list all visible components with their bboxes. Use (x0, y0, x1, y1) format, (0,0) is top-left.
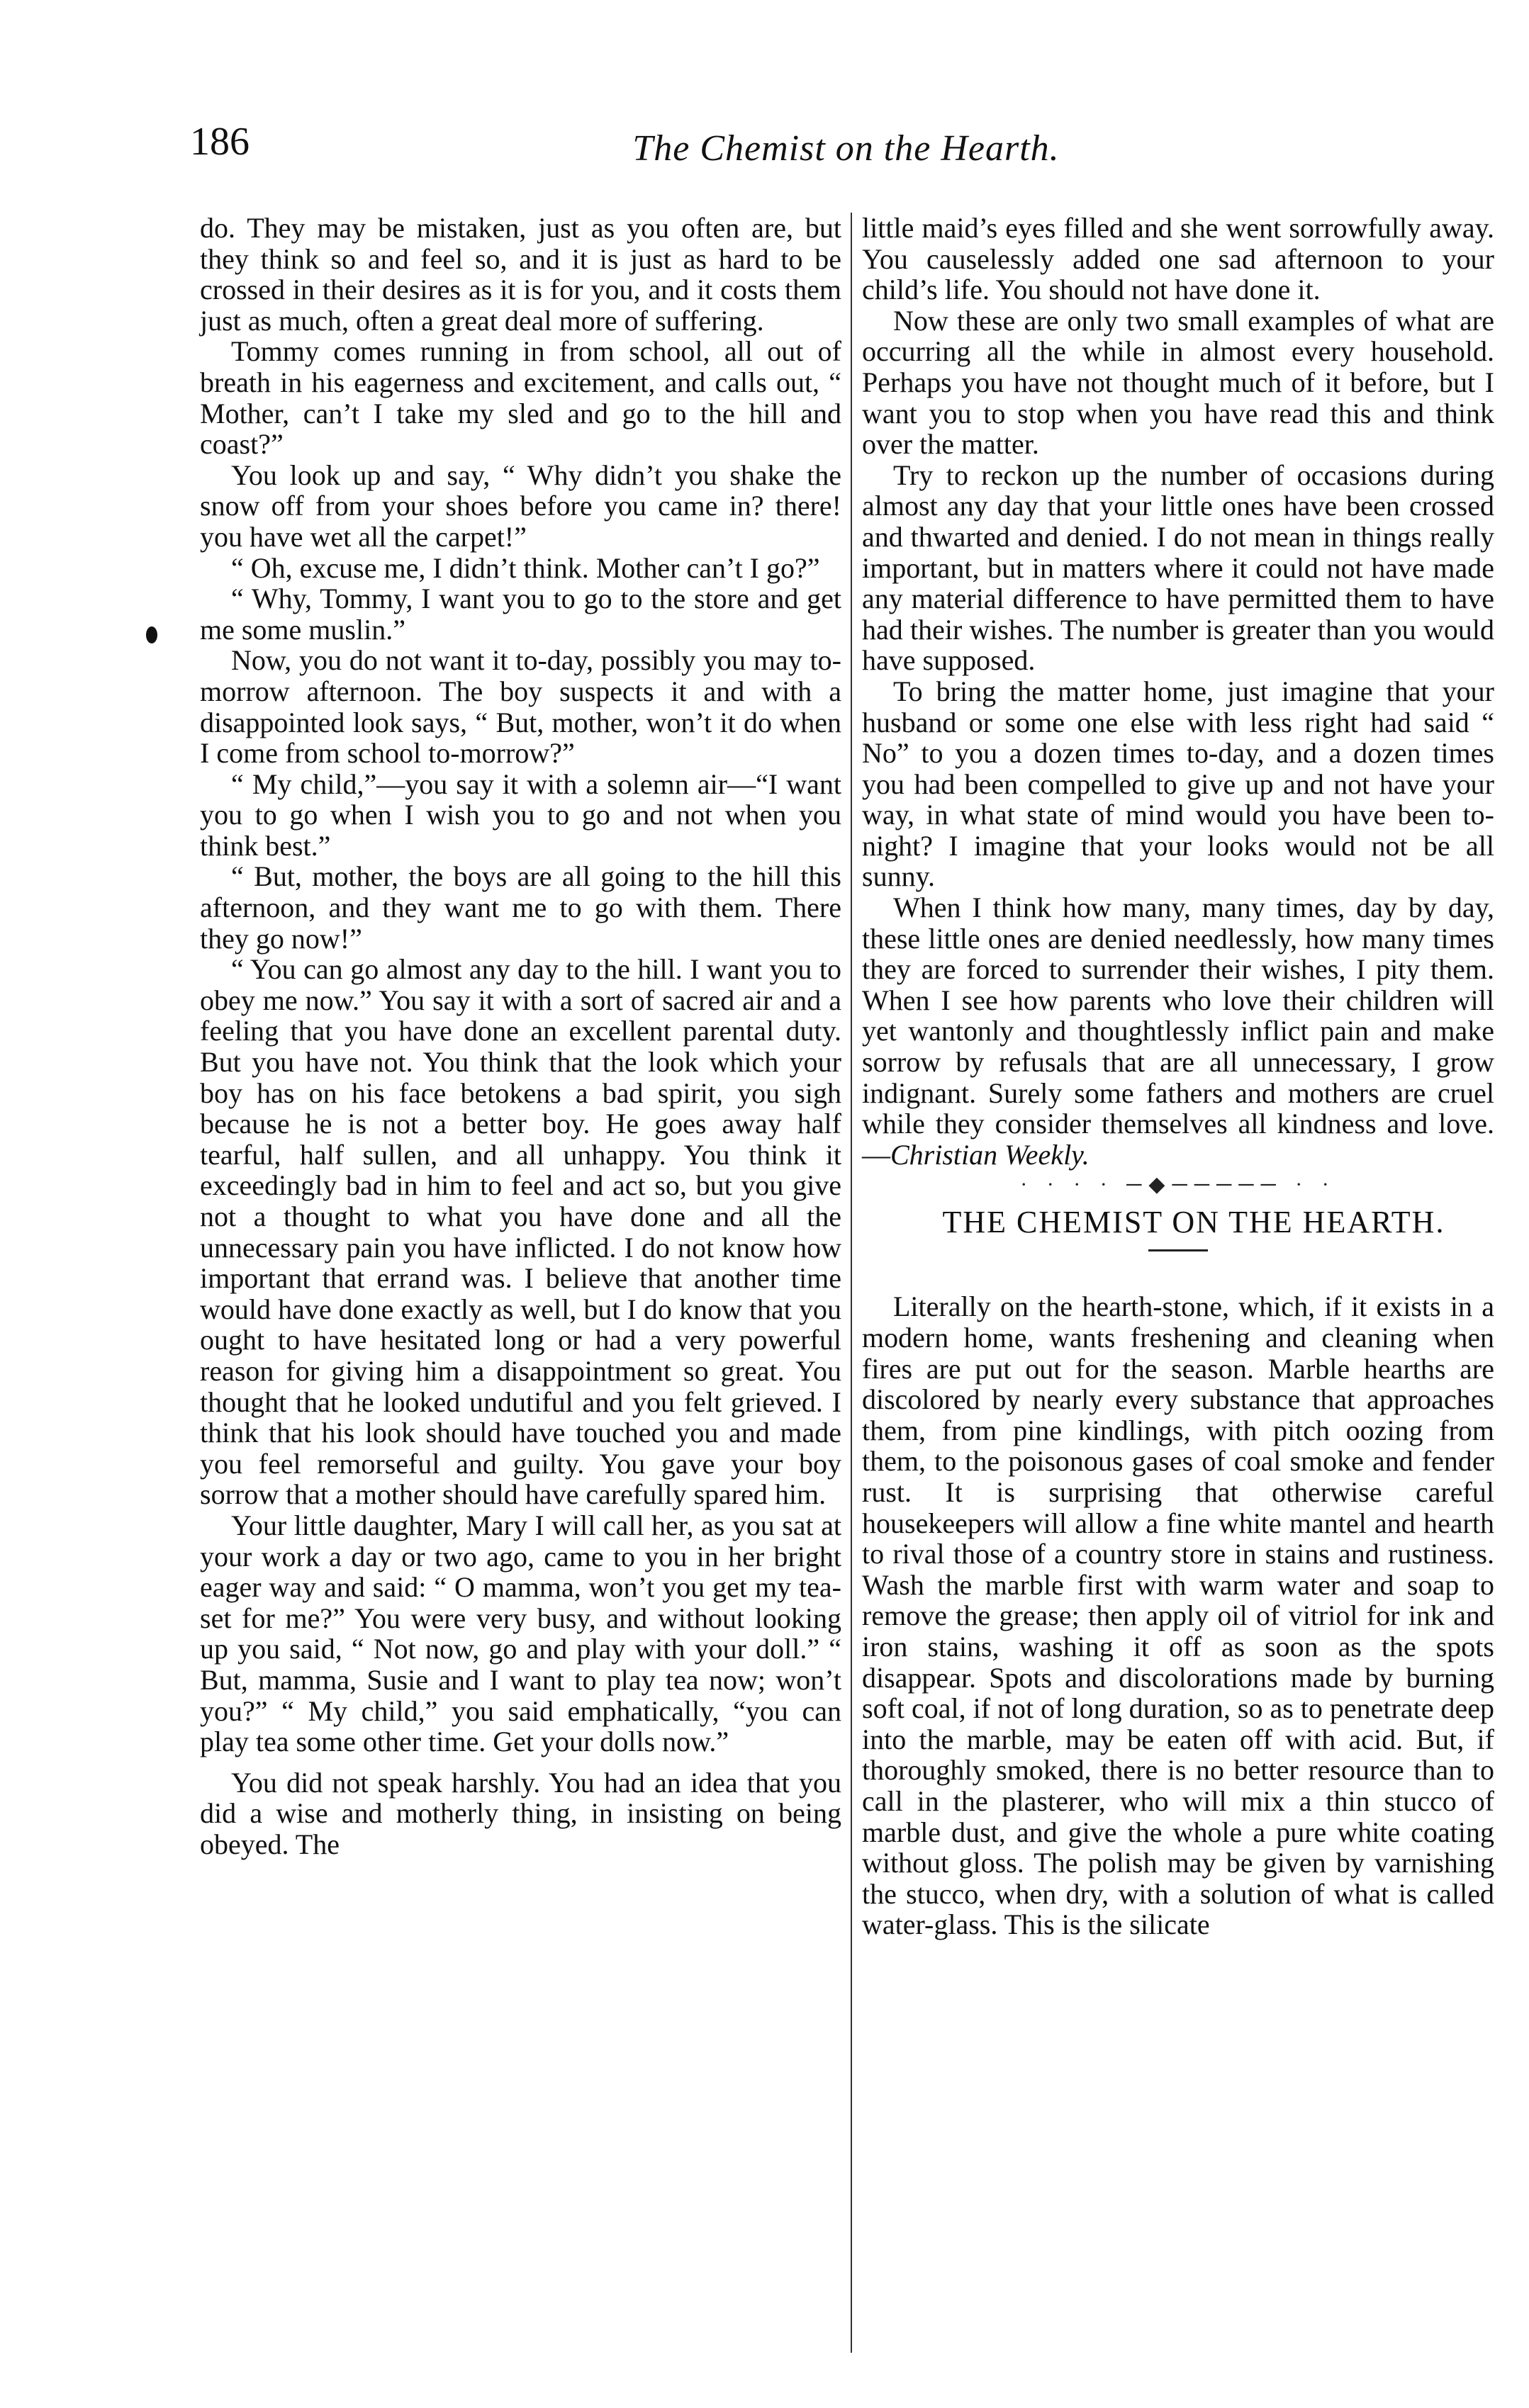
paragraph: “ Oh, excuse me, I didn’t think. Mother can’t I go?” (231, 551, 820, 584)
page-number: 186 (190, 120, 250, 164)
paragraph: “ You can go almost any day to the hill. I want you to obey me now.” You say it with a sort of sacred air and a feeling that you have done an excellent parental duty. But you have not. You think that the look which your boy has on his face betokens a bad spirit, you sigh because he is not a better boy. He goes away half tearful, half sullen, and all unhappy. You think it exceedingly bad in him to feel and act so, but you give not a thought to what you have done and all the unnecessary pain you have inflicted. I do not know how important that errand was. I believe that another time would have done exactly as well, but I do know that you ought to have hesitated long or had a very powerful reason for giving him a disappointment so great. You thought that he looked undutiful and you felt grieved. I think that his look should have touched you and made you feel remorseful and guilty. You gave your boy sorrow that a mother should have carefully spared him. (200, 953, 841, 1511)
source-attribution: Christian Weekly. (890, 1138, 1090, 1171)
title-rule (1148, 1249, 1208, 1251)
paragraph: Try to reckon up the number of occasions during almost any day that your little ones have been crossed and thwarted and denied. I do not mean in things really important, but in matters where it could not have made any material difference to have permitted them to have had their wishes. The number is greater than you would have supposed. (862, 458, 1494, 677)
right-column (862, 213, 1494, 1940)
paragraph: “ My child,”—you say it with a solemn air—“I want you to go when I wish you to go and not when you think best.” (200, 767, 841, 862)
left-column (200, 213, 841, 1860)
paragraph-continuation: little maid’s eyes filled and she went sorrowfully away. You causelessly added one sad afternoon to your child’s life. You should not have done it. (862, 212, 1494, 306)
column-divider (851, 213, 852, 2353)
paragraph: “ But, mother, the boys are all going to the hill this afternoon, and they want me to go with them. There they go now!” (200, 860, 841, 955)
paragraph (862, 892, 1494, 1170)
paragraph-text: When I think how many, many times, day by day, these little ones are denied needlessly, how many times they are forced to surrender their wishes, I pity them. When I see how parents who love their children will yet wantonly and thoughtlessly inflict pain and make sorrow by refusals that are all unnecessary, I grow indignant. Surely some fathers and mothers are cruel while they consider themselves all kindness and love.— (862, 891, 1494, 1171)
paragraph: “ Why, Tommy, I want you to go to the store and get me some muslin.” (200, 583, 841, 646)
section-title: THE CHEMIST ON THE HEARTH. (942, 1205, 1445, 1240)
paragraph: Tommy comes running in from school, all out of breath in his eagerness and excitement, and calls out, “ Mother, can’t I take my sled and go to the hill and coast?” (200, 335, 841, 461)
paragraph: do. They may be mistaken, just as you often are, but they think so and feel so, and it is just as hard to be crossed in their desires as it is for you, and it costs them just as much, often a great deal more of suffering. (200, 212, 841, 337)
paragraph: Literally on the hearth-stone, which, if it exists in a modern home, wants freshening and cleaning when fires are put out for the season. Marble hearths are discolored by nearly every substance that approaches them, from pine kindlings, with pitch oozing from them, to the poisonous gases of coal smoke and fender rust. It is surprising that otherwise careful housekeepers will allow a fine white mantel and hearth to rival those of a country store in stains and rustiness. Wash the marble first with warm water and soap to remove the grease; then apply oil of vitriol for ink and iron stains, washing it off as soon as the spots disappear. Spots and discolorations made by burning soft coal, if not of long duration, so as to penetrate deep into the marble, may be eaten off with acid. But, if thoroughly smoked, there is no better resource than to call in the plasterer, who will mix a thin stucco of marble dust, and give the whole a pure white coating without gloss. The polish may be given by varnishing the stucco, when dry, with a solution of what is called water-glass. This is the silicate (862, 1290, 1494, 1941)
paragraph: Now, you do not want it to-day, possibly you may to-morrow afternoon. The boy suspects it and with a disappointed look says, “ But, mother, won’t it do when I come from school to-morrow?” (200, 644, 841, 770)
paragraph: Your little daughter, Mary I will call her, as you sat at your work a day or two ago, came to you in her bright eager way and said: “ O mamma, won’t you get my tea-set for me?” You were very busy, and without looking up you said, “ Not now, go and play with your doll.” “ But, mamma, Susie and I want to play tea now; won’t you?” “ My child,” you said emphatically, “you can play tea some other time. Get your dolls now.” (200, 1509, 841, 1758)
margin-mark (146, 626, 157, 643)
paragraph: You did not speak harshly. You had an idea that you did a wise and motherly thing, in insisting on being obeyed. The (200, 1766, 841, 1860)
paragraph: You look up and say, “ Why didn’t you shake the snow off from your shoes before you came in? there! you have wet all the carpet!” (200, 458, 841, 553)
paragraph: To bring the matter home, just imagine that your husband or some one else with less right had said “ No” to you a dozen times to-day, and a dozen times you had been compelled to give up and not have your way, in what state of mind would you have been to-night? I imagine that your looks would not be all sunny. (862, 675, 1494, 893)
paragraph: Now these are only two small examples of what are occurring all the while in almost every household. Perhaps you have not thought much of it before, but I want you to stop when you have read this and think over the matter. (862, 304, 1494, 461)
section-ornament: · · · · ─◆───── · · (1020, 1173, 1336, 1197)
running-head: The Chemist on the Hearth. (632, 128, 1060, 169)
